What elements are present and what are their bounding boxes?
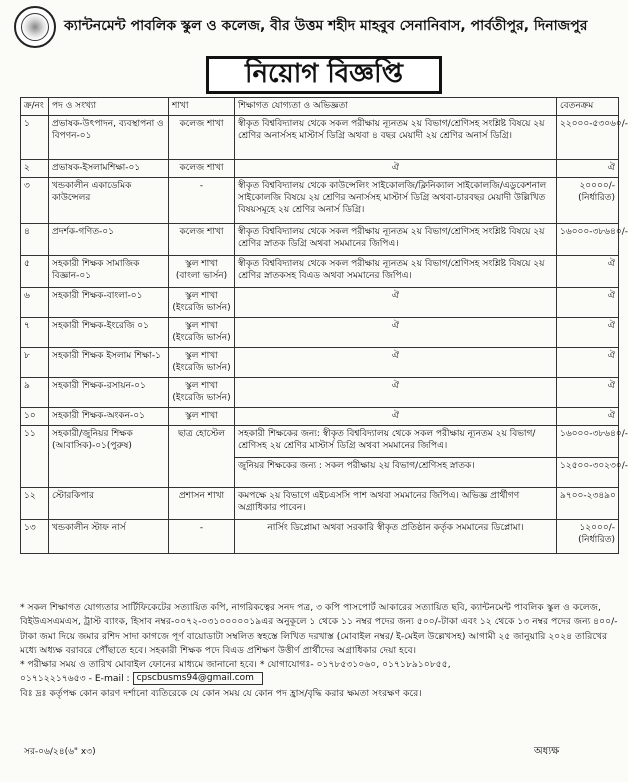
header-branch: শাখা (169, 98, 235, 116)
table-row (21, 224, 619, 256)
institution-name: ক্যান্টনমেন্ট পাবলিক স্কুল ও কলেজ, বীর উত্তম শহীদ মাহবুব সেনানিবাস, পার্বতীপুর, দিনাজপুর (64, 18, 588, 34)
pay-amount: ১২০০০/- (579, 523, 615, 533)
row-serial: ৯ (21, 378, 49, 408)
row-branch: স্কুল শাখা (169, 408, 235, 426)
row-pay: ২২০০০-৫৩০৬০/- (557, 116, 619, 160)
row-pay: ১৬০০০-৩৮৬৪০/- (557, 224, 619, 256)
header-pay-scale: বেতনক্রম (557, 98, 619, 116)
table-row (21, 318, 619, 348)
row-qualification: ঐ (235, 348, 557, 378)
row-serial: ৮ (21, 348, 49, 378)
row-pay: ৯৭০০-২৩৪৯০ (557, 488, 619, 520)
row-serial: ১৩ (21, 520, 49, 554)
row-qualification: ঐ (235, 288, 557, 318)
row-qualification: স্বীকৃত বিশ্ববিদ্যালয় থেকে কাউন্সেলিং সাইকোলজি/ক্লিনিক্যাল সাইকোলজি/এডুকেশনাল সাইকোলজি বিষয়ে ২য় শ্রেণির অনার্সসহ মাস্টার্স ডিগ্রি অথবা-চারবছর মেয়াদী উল্লিখিত বিষয়সমূহে ২য় শ্রেণির অনার্স ডিগ্রি। (235, 178, 557, 224)
row-pay: ১৬০০০-৩৮৬৪০/- (557, 426, 619, 458)
row-qualification: ঐ (235, 160, 557, 178)
application-instructions: * সকল শিক্ষাগত যোগ্যতার সার্টিফিকেটের সত্যায়িত কপি, নাগরিকত্বের সনদ পত্র, ৩ কপি পাসপোর্ট আকারের সত্যায়িত ছবি, ক্যান্টনমেন্ট পাবলিক স্কুল ও কলেজ, বিইউএসএমএস, ট্রাস্ট ব্যাংক, হিসাব নম্বর-০০৭২-০৩১০০০০০১৯এর অনুকূলে ১ থেকে ১১ নম্বর পদের জন্য ৫০০/-টাকা এবং ১২ থেকে ১৩ নম্বর পদের জন্য ৪০০/-টাকা জমা দিয়ে জমার রশিদ সাদা কাগজে পূর্ণ বায়োডাটা সম্বলিত স্বহস্তে লিখিত দরখাস্ত (মোবাইল নম্বর/ ই-মেইল উল্লেখসহ) আগামী ২৫ জানুয়ারি ২০২৪ তারিখের মধ্যে অধ্যক্ষ বরাবরে পৌঁছাতে হবে। সহকারী শিক্ষক পদে বিএড প্রশিক্ষণ উত্তীর্ণ প্রার্থীদের অগ্রাধিকার দেয়া হবে। (20, 602, 618, 656)
row-post: খন্ডকালীন একাডেমিক কাউন্সেলর (49, 178, 169, 224)
table-row (21, 160, 619, 178)
header-serial: ক্র/নং (21, 98, 49, 116)
row-serial: ৪ (21, 224, 49, 256)
table-row (21, 288, 619, 318)
authority-note: বিঃ দ্রঃ কর্তৃপক্ষ কোন কারণ দর্শানো ব্যতিরেকে যে কোন সময় যে কোন পদ হ্রাস/বৃদ্ধি করার ক্ষমতা সংরক্ষণ করে। (20, 687, 422, 699)
row-pay: ঐ (557, 160, 619, 178)
row-branch: প্রশাসন শাখা (169, 488, 235, 520)
table-row (21, 426, 619, 458)
table-row (21, 408, 619, 426)
institution-logo (14, 6, 56, 48)
row-qualification: সহকারী শিক্ষকের জন্য: স্বীকৃত বিশ্ববিদ্যালয় থেকে সকল পরীক্ষায় ন্যূনতম ২য় বিভাগ/শ্রেণিসহ ২য় শ্রেণির মাস্টার্স ডিগ্রি অথবা সমমানের জিপিএ। (235, 426, 557, 458)
table-row (21, 378, 619, 408)
row-branch: স্কুল শাখা (ইংরেজি ভার্সন) (169, 288, 235, 318)
row-pay: ঐ (557, 408, 619, 426)
row-serial: ২ (21, 160, 49, 178)
row-qualification: স্বীকৃত বিশ্ববিদ্যালয় থেকে সকল পরীক্ষায় ন্যূনতম ২য় বিভাগ/শ্রেণিসহ সংশ্লিষ্ট বিষয়ে ২য় শ্রেণির স্নাতকসহ বিএড অথবা সমমানের জিপিএ। (235, 256, 557, 288)
row-post: সহকারী শিক্ষক-বাংলা-০১ (49, 288, 169, 318)
row-qualification: ঐ (235, 378, 557, 408)
logo-emblem-icon (21, 13, 49, 41)
table-row (21, 348, 619, 378)
row-branch: ছাত্র হোস্টেল (169, 426, 235, 488)
row-post: সহকারী শিক্ষক সামাজিক বিজ্ঞান-০১ (49, 256, 169, 288)
row-branch: কলেজ শাখা (169, 160, 235, 178)
row-pay: ঐ (557, 256, 619, 288)
row-qualification: ঐ (235, 318, 557, 348)
row-branch: স্কুল শাখা (বাংলা ভার্সন) (169, 256, 235, 288)
row-post: সহকারী শিক্ষক ইসলাম শিক্ষা-১ (49, 348, 169, 378)
row-post: প্রভাষক-ইসলামশিক্ষা-০১ (49, 160, 169, 178)
row-qualification: স্বীকৃত বিশ্ববিদ্যালয় থেকে সকল পরীক্ষায় ন্যূনতম ২য় বিভাগ/শ্রেণিসহ সংশ্লিষ্ট বিষয়ে ২য় শ্রেণির অনার্সসহ মাস্টার্স ডিগ্রি অথবা ৪ বছর মেয়াদী ২য় শ্রেণির অনার্স ডিগ্রি। (235, 116, 557, 160)
row-qualification: নার্সিং ডিপ্লোমা অথবা সরকারি স্বীকৃত প্রতিষ্ঠান কর্তৃক সমমানের ডিপ্লোমা। (235, 520, 557, 554)
table-row (21, 520, 619, 554)
row-pay: ঐ (557, 318, 619, 348)
signature-title: অধ্যক্ষ (534, 746, 560, 757)
row-qualification: কমপক্ষে ২য় বিভাগে এইচএসসি পাশ অথবা সমমানের জিপিএ। অভিজ্ঞ প্রার্থীগণ অগ্রাধিকার পাবেন। (235, 488, 557, 520)
row-serial: ১১ (21, 426, 49, 488)
contact-line: * পরীক্ষার সময় ও তারিখ মোবাইল ফোনের মাধ্যমে জানানো হবে। * যোগাযোগঃ- ০১৭৮৫৩১০৬০, ০১৭১৮৯১০৮৫৫, (20, 659, 451, 670)
row-pay: ঐ (557, 378, 619, 408)
contact-phone-email-label: ০১৭১২২১৭৬৫৩ - E-mail : (20, 673, 130, 685)
row-post: সহকারী শিক্ষক-রসায়ন-০১ (49, 378, 169, 408)
table-row (21, 256, 619, 288)
row-branch: কলেজ শাখা (169, 224, 235, 256)
row-branch: কলেজ শাখা (169, 116, 235, 160)
row-post: সহকারী শিক্ষক-অংকন-০১ (49, 408, 169, 426)
row-serial: ১২ (21, 488, 49, 520)
row-serial: ৫ (21, 256, 49, 288)
row-branch: - (169, 178, 235, 224)
row-post: সহকারী/জুনিয়র শিক্ষক (আবাসিক)-০১(পুরুষ) (49, 426, 169, 488)
header-post: পদ ও সংখ্যা (49, 98, 169, 116)
table-row (21, 178, 619, 224)
reference-number: সর-০৬/২৪(৬" x৩) (24, 747, 96, 757)
email-line (20, 672, 618, 686)
row-serial: ৩ (21, 178, 49, 224)
row-pay: ঐ (557, 348, 619, 378)
table-row (21, 488, 619, 520)
email-address: cpscbusms94@gmail.com (133, 672, 263, 685)
row-post: সহকারী শিক্ষক-ইংরেজি ০১ (49, 318, 169, 348)
row-qualification: ঐ (235, 408, 557, 426)
table-header-row (21, 98, 619, 116)
row-qualification-junior: জুনিয়র শিক্ষকের জন্য : সকল পরীক্ষায় ২য় বিভাগ/শ্রেণিসহ স্নাতক। (235, 458, 557, 488)
pay-amount: ২০০০০/- (579, 181, 615, 191)
row-serial: ১০ (21, 408, 49, 426)
vacancy-table (20, 97, 628, 554)
row-qualification: স্বীকৃত বিশ্ববিদ্যালয় থেকে সকল পরীক্ষায় ন্যূনতম ২য় বিভাগ/শ্রেণিসহ সংশ্লিষ্ট বিষয়ে ২য় শ্রেণির স্নাতক ডিগ্রি অথবা সমমানের জিপিএ। (235, 224, 557, 256)
row-branch: স্কুল শাখা (ইংরেজি ভার্সন) (169, 348, 235, 378)
row-serial: ৭ (21, 318, 49, 348)
row-serial: ৬ (21, 288, 49, 318)
pay-note: (নির্ধারিত) (578, 535, 615, 546)
row-branch: স্কুল শাখা (ইংরেজি ভার্সন) (169, 318, 235, 348)
row-pay (557, 178, 619, 224)
table-row (21, 116, 619, 160)
row-branch: স্কুল শাখা (ইংরেজি ভার্সন) (169, 378, 235, 408)
row-branch: - (169, 520, 235, 554)
notice-footer (20, 601, 618, 701)
row-post: প্রভাষক-উৎপাদন, ব্যবস্থাপনা ও বিপণন-০১ (49, 116, 169, 160)
row-pay: ঐ (557, 288, 619, 318)
notice-title-box (206, 56, 442, 94)
row-serial: ১ (21, 116, 49, 160)
row-pay-junior: ১২৫০০-৩০২৩০/- (557, 458, 619, 488)
row-post: স্টোরকিপার (49, 488, 169, 520)
header-qualification: শিক্ষাগত যোগ্যতা ও অভিজ্ঞতা (235, 98, 557, 116)
pay-note: (নির্ধারিত) (578, 193, 615, 204)
row-pay (557, 520, 619, 554)
notice-title: নিয়োগ বিজ্ঞপ্তি (245, 59, 403, 89)
row-post: প্রদর্শক-গণিত-০১ (49, 224, 169, 256)
row-post: খন্ডকালীন স্টাফ নার্স (49, 520, 169, 554)
